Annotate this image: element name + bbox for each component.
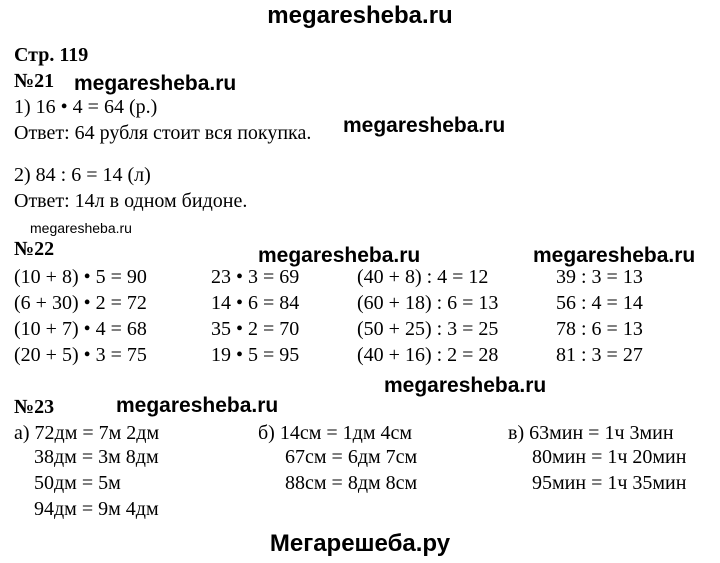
top-watermark: megaresheba.ru [267, 2, 453, 29]
task23-a-row3: 50дм = 5м [34, 472, 121, 494]
task22-col2-row1: 23 • 3 = 69 [211, 266, 300, 288]
task22-col2-row2: 14 • 6 = 84 [211, 292, 300, 314]
page-label: Стр. 119 [14, 44, 89, 66]
task21-watermark: megaresheba.ru [74, 72, 237, 95]
task22-col4-row4: 81 : 3 = 27 [556, 344, 643, 366]
bottom-watermark: Мегарешеба.ру [269, 530, 451, 557]
task21-title: №21 [14, 70, 55, 92]
task22-watermark-b: megaresheba.ru [533, 244, 696, 267]
task23-watermark: megaresheba.ru [116, 394, 279, 417]
task22-col1-row3: (10 + 7) • 4 = 68 [14, 318, 147, 340]
task22-col2-row3: 35 • 2 = 70 [211, 318, 300, 340]
task21-line1: 1) 16 • 4 = 64 (р.) [14, 96, 158, 118]
task23-c-row2: 80мин = 1ч 20мин [532, 446, 687, 468]
task23-b-row2: 67см = 6дм 7см [285, 446, 418, 468]
answer1-watermark: megaresheba.ru [343, 114, 506, 137]
task23-a-row2: 38дм = 3м 8дм [34, 446, 159, 468]
task22-watermark-a: megaresheba.ru [258, 244, 421, 267]
task23-a-row4: 94дм = 9м 4дм [34, 498, 159, 520]
task23-c-row3: 95мин = 1ч 35мин [532, 472, 687, 494]
task22-col3-row3: (50 + 25) : 3 = 25 [357, 318, 499, 340]
task22-col3-row4: (40 + 16) : 2 = 28 [357, 344, 499, 366]
task21-answer2: Ответ: 14л в одном бидоне. [14, 190, 248, 212]
task23-b-row1: б) 14см = 1дм 4см [258, 422, 413, 444]
task22-col3-row1: (40 + 8) : 4 = 12 [357, 266, 489, 288]
task23-watermark-top: megaresheba.ru [384, 374, 547, 397]
small-watermark: megaresheba.ru [30, 220, 132, 236]
task21-line2: 2) 84 : 6 = 14 (л) [14, 164, 151, 186]
task22-col4-row1: 39 : 3 = 13 [556, 266, 643, 288]
task22-title: №22 [14, 238, 55, 260]
task21-answer1: Ответ: 64 рубля стоит вся покупка. [14, 122, 312, 144]
task22-col1-row2: (6 + 30) • 2 = 72 [14, 292, 147, 314]
task23-a-row1: а) 72дм = 7м 2дм [14, 422, 160, 444]
task23-b-row3: 88см = 8дм 8см [285, 472, 418, 494]
task22-col1-row1: (10 + 8) • 5 = 90 [14, 266, 147, 288]
task22-col2-row4: 19 • 5 = 95 [211, 344, 300, 366]
task23-title: №23 [14, 396, 55, 418]
task22-col1-row4: (20 + 5) • 3 = 75 [14, 344, 147, 366]
task22-col4-row3: 78 : 6 = 13 [556, 318, 643, 340]
task23-c-row1: в) 63мин = 1ч 3мин [508, 422, 674, 444]
task22-col3-row2: (60 + 18) : 6 = 13 [357, 292, 499, 314]
task22-col4-row2: 56 : 4 = 14 [556, 292, 643, 314]
